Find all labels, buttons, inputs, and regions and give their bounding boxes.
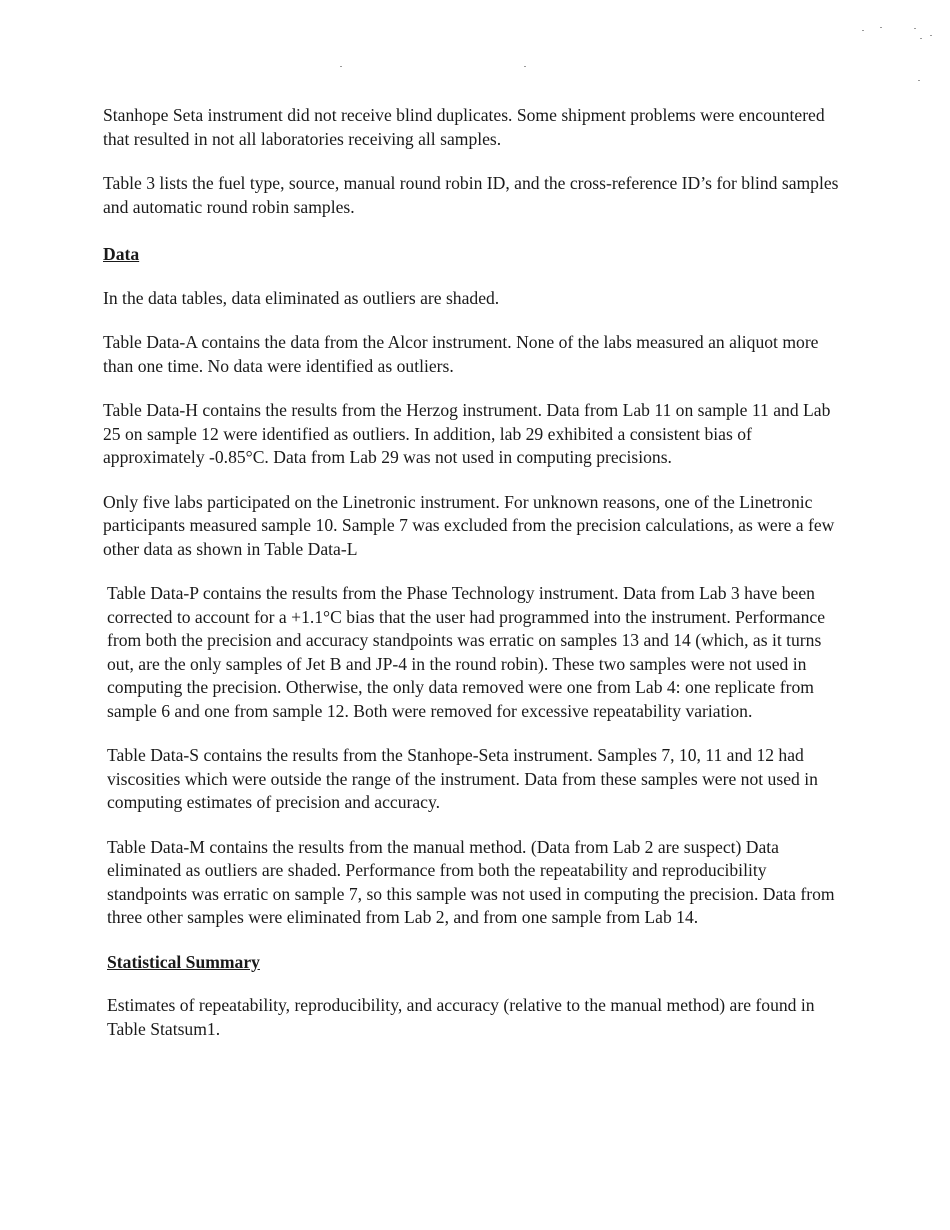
scan-speck (880, 27, 882, 28)
scan-speck (862, 30, 864, 31)
paragraph-phase-technology: Table Data-P contains the results from the Phase Technology instrument. Data from Lab 3 have been corrected to account for a +1.1°C bias that the user had programmed into the instrument. Performance from both the precision and accuracy standpoints was erratic on samples 13 and 14 (which, as it turns out, are the only samples of Jet B and JP-4 in the round robin). These two samples were not used in computing the precision. Otherwise, the only data removed were one from Lab 4: one replicate from sample 6 and one from sample 12. Both were removed for excessive repeatability variation. (107, 583, 826, 721)
paragraph-herzog: Table Data-H contains the results from the Herzog instrument. Data from Lab 11 on sample 11 and Lab 25 on sample 12 were identified as outliers. In addition, lab 29 exhibited a consistent bias of approximately -0.85°C. Data from Lab 29 was not used in computing precisions. (103, 400, 831, 467)
heading-data: Data (103, 244, 140, 264)
paragraph-manual-method: Table Data-M contains the results from the manual method. (Data from Lab 2 are suspect) Data eliminated as outliers are shaded. Performance from both the repeatability and reproducibility standpoints was erratic on sample 7, so this sample was not used in computing the precision. Data from three other samples were eliminated from Lab 2, and from one sample from Lab 14. (107, 836, 835, 927)
scan-speck (914, 28, 916, 29)
paragraph-stanhope-seta: Table Data-S contains the results from the Stanhope-Seta instrument. Samples 7, 10, 11 and 12 had viscosities which were outside the range of the instrument. Data from these samples were not used in computing estimates of precision and accuracy. (107, 745, 818, 812)
paragraph-alcor: Table Data-A contains the data from the Alcor instrument. None of the labs measured an aliquot more than one time. No data were identified as outliers. (103, 332, 819, 376)
scan-speck (340, 66, 342, 67)
paragraph-linetronic: Only five labs participated on the Linetronic instrument. For unknown reasons, one of the Linetronic participants measured sample 10. Sample 7 was excluded from the precision calculations, as were a few other data as shown in Table Data-L (103, 491, 835, 559)
paragraph-table3: Table 3 lists the fuel type, source, manual round robin ID, and the cross-reference ID’s for blind samples and automatic round robin samples. (103, 173, 839, 217)
heading-statistical-summary: Statistical Summary (107, 951, 260, 972)
paragraph-shipment: Stanhope Seta instrument did not receive blind duplicates. Some shipment problems were encountered that resulted in not all laboratories receiving all samples. (103, 105, 825, 149)
scan-speck (524, 66, 526, 67)
scan-speck (918, 80, 920, 81)
paragraph-statsum: Estimates of repeatability, reproducibility, and accuracy (relative to the manual method) are found in Table Statsum1. (107, 995, 815, 1039)
scan-speck (920, 38, 922, 39)
paragraph-outliers: In the data tables, data eliminated as outliers are shaded. (103, 287, 500, 308)
scan-speck (930, 35, 932, 36)
document-page (103, 104, 843, 1062)
